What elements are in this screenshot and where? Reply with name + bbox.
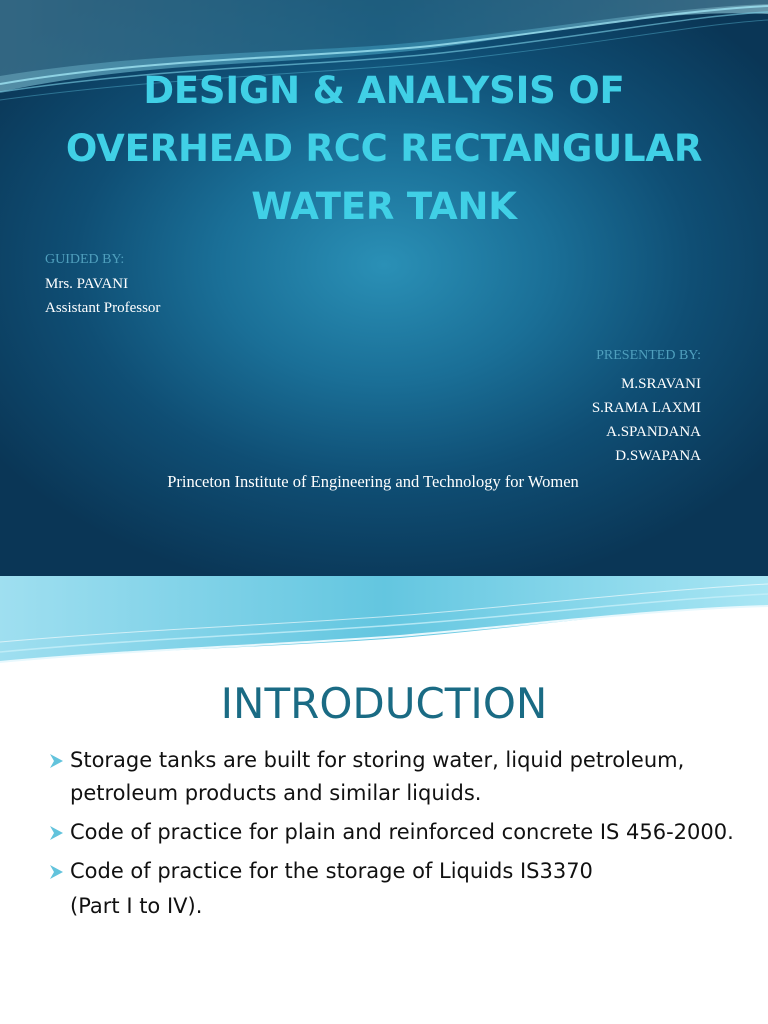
arrow-bullet-icon <box>48 753 64 769</box>
title-line: WATER TANK <box>251 185 517 228</box>
title-line: OVERHEAD RCC RECTANGULAR <box>65 127 703 170</box>
bullet-text: Code of practice for plain and reinforced concrete IS 456-2000. <box>70 820 734 844</box>
bullet-list <box>48 744 748 923</box>
institute-name: Princeton Institute of Engineering and Technology for Women <box>167 472 579 491</box>
presenter-name: D.SWAPANA <box>615 448 701 464</box>
presenter-list <box>592 372 701 468</box>
bullet-continuation: (Part I to IV). <box>70 894 203 918</box>
slide-title <box>20 62 748 236</box>
slide-title: INTRODUCTION <box>220 679 548 728</box>
title-line: DESIGN & ANALYSIS OF <box>143 69 625 112</box>
arrow-bullet-icon <box>48 825 64 841</box>
guide-role: Assistant Professor <box>45 300 161 316</box>
presenter-name: M.SRAVANI <box>621 376 701 392</box>
introduction-slide <box>0 576 768 1024</box>
bullet-text: Storage tanks are built for storing water, liquid petroleum, petroleum products and similar liquids. <box>70 748 685 805</box>
guided-by-label: GUIDED BY: <box>45 252 125 267</box>
arrow-bullet-icon <box>48 864 64 880</box>
wave-band-decoration <box>0 576 768 666</box>
bullet-item <box>48 816 748 849</box>
bullet-item <box>48 855 748 888</box>
presenter-name: S.RAMA LAXMI <box>591 400 701 416</box>
guide-name: Mrs. PAVANI <box>45 276 129 292</box>
bullet-text: Code of practice for the storage of Liquids IS3370 <box>70 859 593 883</box>
bullet-item <box>48 744 748 810</box>
presenter-name: A.SPANDANA <box>606 424 701 440</box>
presented-by-label: PRESENTED BY: <box>596 348 701 363</box>
